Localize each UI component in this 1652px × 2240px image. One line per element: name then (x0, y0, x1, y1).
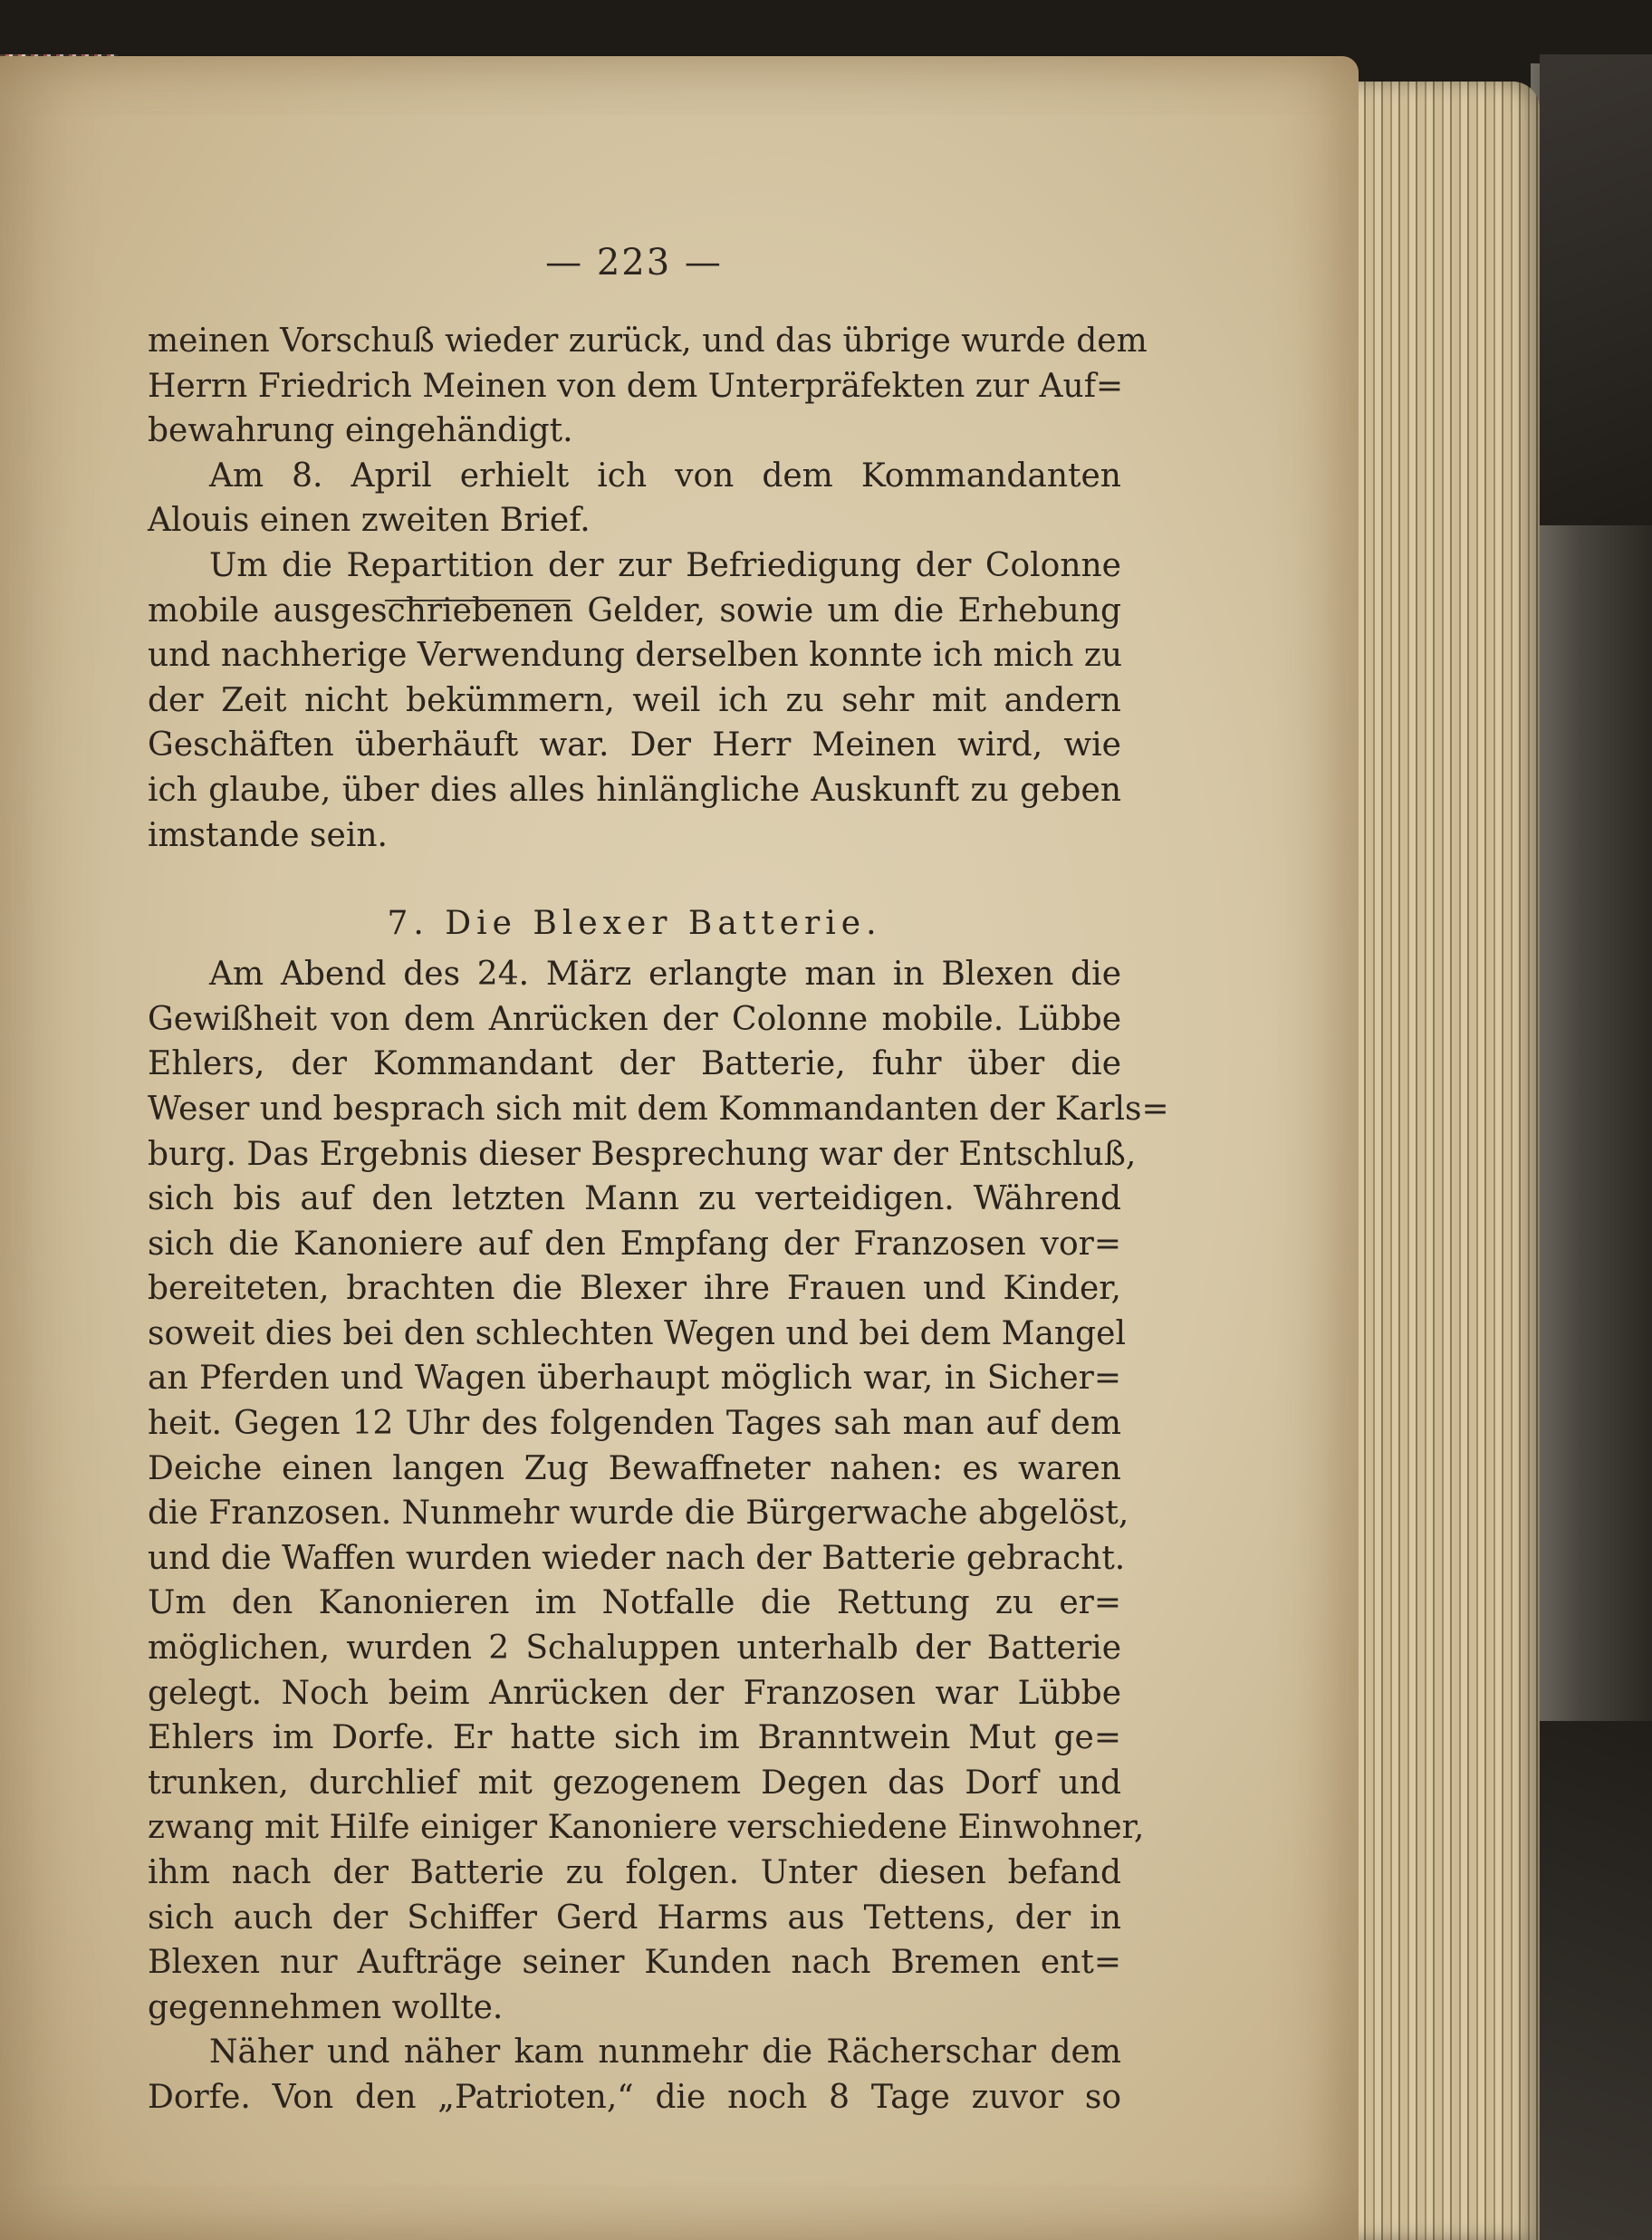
text-line: Ehlers, der Kommandant der Batterie, fuhr über die (148, 1045, 1121, 1083)
paragraph-3 (148, 543, 1121, 858)
text-line: Ehlers im Dorfe. Er hatte sich im Branntwein Mut ge= (148, 1719, 1121, 1757)
paragraph-5 (148, 2030, 1121, 2120)
text-line: meinen Vorschuß wieder zurück, und das übrige wurde dem (148, 322, 1148, 360)
text-line: gegennehmen wollte. (148, 1988, 504, 2026)
text-line: bewahrung eingehändigt. (148, 412, 573, 450)
text-line: Deiche einen langen Zug Bewaffneter nahen: es waren (148, 1449, 1121, 1487)
text-line: heit. Gegen 12 Uhr des folgenden Tages sah man auf dem (148, 1405, 1121, 1443)
cover-corner-bottom (1540, 1721, 1652, 2240)
text-line: sich auch der Schiffer Gerd Harms aus Tettens, der in (148, 1899, 1121, 1937)
text-line: Am 8. April erhielt ich von dem Kommandanten (209, 457, 1121, 495)
text-line: sich die Kanoniere auf den Empfang der Franzosen vor= (148, 1225, 1121, 1263)
text-line: imstande sein. (148, 816, 388, 854)
text-line: die Franzosen. Nunmehr wurde die Bürgerwache abgelöst, (148, 1495, 1129, 1533)
page-text (148, 319, 1169, 2120)
text-line: Geschäften überhäuft war. Der Herr Meinen wird, wie (148, 726, 1121, 764)
page-block-edges (1331, 82, 1540, 2240)
text-line: Dorfe. Von den „Patrioten,“ die noch 8 Tage zuvor so (148, 2078, 1121, 2116)
text-line: und nachherige Verwendung derselben konnte ich mich zu (148, 637, 1123, 675)
text-line: möglichen, wurden 2 Schaluppen unterhalb der Batterie (148, 1630, 1121, 1668)
text-line: der Zeit nicht bekümmern, weil ich zu sehr mit andern (148, 681, 1121, 719)
paragraph-1 (148, 319, 1148, 454)
text-line: Weser und besprach sich mit dem Kommandanten der Karls= (148, 1090, 1169, 1128)
text-line: trunken, durchlief mit gezogenem Degen das Dorf und (148, 1764, 1121, 1802)
text-line: zwang mit Hilfe einiger Kanoniere verschiedene Einwohner, (148, 1809, 1145, 1847)
text-line: gelegt. Noch beim Anrücken der Franzosen war Lübbe (148, 1674, 1121, 1712)
text-line: Näher und näher kam nunmehr die Rächerschar dem (209, 2033, 1121, 2072)
text-line: Blexen nur Aufträge seiner Kunden nach Bremen ent= (148, 1944, 1121, 1982)
text-line: Gewißheit von dem Anrücken der Colonne mobile. Lübbe (148, 1000, 1121, 1038)
text-line: soweit dies bei den schlechten Wegen und bei dem Mangel (148, 1314, 1126, 1352)
text-line: Um den Kanonieren im Notfalle die Rettung zu er= (148, 1584, 1121, 1622)
section-gap (148, 858, 1121, 896)
text-line: sich bis auf den letzten Mann zu verteidigen. Während (148, 1180, 1121, 1218)
text-line: bereiteten, brachten die Blexer ihre Frauen und Kinder, (148, 1270, 1121, 1308)
page-number: — 223 — (545, 242, 723, 284)
text-line: Herrn Friedrich Meinen von dem Unterpräfekten zur Auf= (148, 367, 1124, 405)
text-line: mobile ausgeschriebenen Gelder, sowie um die Erhebung (148, 591, 1121, 630)
text-line: Um die Repartition der zur Befriedigung der Colonne (209, 546, 1121, 584)
text-line: ich glaube, über dies alles hinlängliche Auskunft zu geben (148, 771, 1121, 809)
text-line: an Pferden und Wagen überhaupt möglich war, in Sicher= (148, 1360, 1121, 1398)
text-line: und die Waffen wurden wieder nach der Batterie gebracht. (148, 1539, 1126, 1577)
book-page (0, 56, 1359, 2240)
text-line: ihm nach der Batterie zu folgen. Unter diesen befand (148, 1854, 1121, 1891)
text-line: burg. Das Ergebnis dieser Besprechung war der Entschluß, (148, 1135, 1137, 1173)
text-line: Alouis einen zweiten Brief. (148, 502, 591, 540)
paragraph-2 (148, 454, 1121, 543)
text-line: Am Abend des 24. März erlangte man in Blexen die (209, 956, 1121, 994)
cover-corner-top (1540, 54, 1652, 525)
section-heading: 7. Die Blexer Batterie. (387, 905, 882, 943)
paragraph-4 (148, 952, 1169, 2030)
